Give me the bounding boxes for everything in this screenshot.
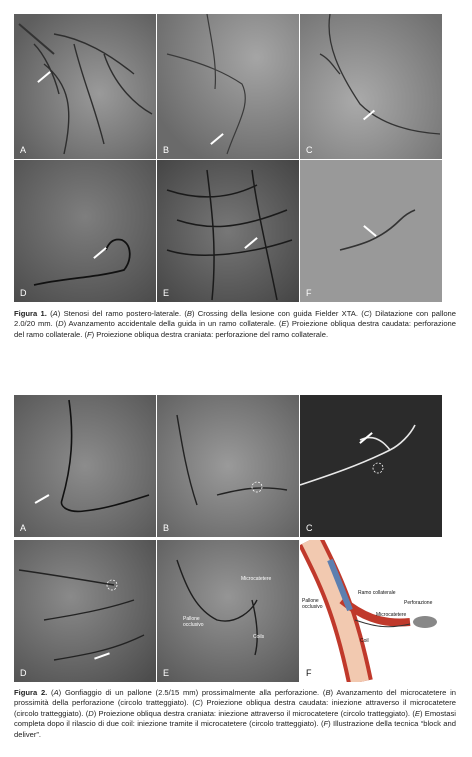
caption-fragment: (	[46, 309, 53, 318]
caption-text	[14, 688, 456, 739]
panel-label: D	[20, 288, 27, 298]
caption-fragment: D	[88, 708, 94, 718]
caption-fragment: F	[323, 719, 329, 729]
label-pallone: Pallone occlusivo	[302, 598, 323, 610]
label-microcatetere: Microcatetere	[376, 612, 407, 618]
caption-fragment: A	[53, 688, 59, 697]
caption-fragment: ) Stenosi del ramo postero-laterale. (	[57, 309, 187, 318]
caption-fragment: E	[414, 708, 420, 718]
fig2-panel-a	[14, 395, 156, 537]
caption-fragment: ) Emostasi completa dopo il rilascio di due coil: iniezione tramite il microcatetere (circolo tratteggiato). (	[14, 708, 456, 729]
panel-label: C	[306, 145, 313, 155]
caption-fragment: ) Dilatazione con pallone 2.0/20 mm. (	[14, 309, 457, 329]
caption-label: Figura 2.	[14, 688, 48, 697]
fig1-panel-a	[14, 14, 156, 159]
caption-fragment: F	[87, 329, 92, 339]
angiogram-image	[300, 395, 442, 537]
panel-label: C	[306, 523, 313, 533]
angiogram-image	[157, 540, 299, 682]
panel-label: B	[163, 523, 170, 533]
caption-fragment: ) Proiezione obliqua destra caudata: perforazione del ramo collaterale. (	[14, 319, 456, 339]
panel-label: B	[163, 145, 170, 155]
angiogram-image	[157, 160, 299, 302]
angiogram-image	[14, 540, 156, 682]
angiogram-image	[157, 14, 299, 159]
caption-fragment: ) Crossing della lesione con guida Fielder XTA. (	[191, 309, 364, 318]
label-coil: Coil	[360, 638, 369, 644]
caption-fragment: B	[325, 688, 331, 697]
panel-label: F	[306, 288, 312, 298]
angiogram-image	[14, 14, 156, 159]
angiogram-image	[300, 14, 442, 159]
caption-label: Figura 1.	[14, 309, 47, 318]
caption-fragment: C	[363, 309, 370, 318]
angiogram-image	[14, 395, 156, 537]
figure-1-caption	[14, 309, 456, 340]
caption-fragment: ) Proiezione obliqua destra craniata: perforazione del ramo collaterale.	[91, 329, 329, 339]
label-perforazione: Perforazione	[404, 600, 433, 606]
panel-label: E	[163, 288, 170, 298]
caption-fragment: C	[194, 698, 201, 708]
caption-fragment: (	[47, 688, 54, 697]
panel-label: A	[20, 523, 27, 533]
fig1-panel-f	[300, 160, 442, 302]
fig2-panel-e	[157, 540, 299, 682]
caption-text	[14, 309, 456, 339]
fig2-panel-f	[300, 540, 442, 682]
caption-fragment: ) Avanzamento del microcatetere in prossimità della perforazione (circolo tratteggiato). (	[14, 688, 456, 708]
fig1-panel-d	[14, 160, 156, 302]
fig1-panel-b	[157, 14, 299, 159]
caption-fragment: D	[58, 319, 64, 329]
caption-fragment: A	[52, 309, 58, 318]
illustration	[300, 540, 442, 682]
fig2-panel-c	[300, 395, 442, 537]
caption-fragment: ) Proiezione obliqua destra caudata: iniezione attraverso il microcatetere (circolo tratteggiato). (	[14, 698, 456, 718]
label-pallone: Pallone occlusivo	[183, 616, 204, 628]
panel-label: E	[163, 668, 170, 678]
caption-fragment: ) Avanzamento accidentale della guida in un ramo collaterale. (	[63, 319, 282, 329]
panel-label: F	[306, 668, 312, 678]
caption-fragment: ) Gonfiaggio di un pallone (2.5/15 mm) prossimalmente alla perforazione. (	[58, 688, 326, 697]
label-ramo-collaterale: Ramo collaterale	[358, 590, 396, 596]
caption-fragment: ) Proiezione obliqua destra craniata: iniezione attraverso il microcatetere (circolo tratteggiato). (	[93, 708, 415, 718]
fig2-panel-d	[14, 540, 156, 682]
caption-fragment: ) Illustrazione della tecnica “block and deliver”.	[14, 719, 456, 739]
fig2-panel-b	[157, 395, 299, 537]
fig1-panel-e	[157, 160, 299, 302]
label-coils: Coils	[253, 634, 265, 640]
figure-2-caption	[14, 688, 456, 740]
label-microcatetere: Microcatetere	[241, 576, 272, 582]
angiogram-image	[157, 395, 299, 537]
angiogram-image	[14, 160, 156, 302]
caption-fragment: B	[186, 309, 192, 318]
fig1-panel-c	[300, 14, 442, 159]
panel-label: A	[20, 145, 27, 155]
panel-label: D	[20, 668, 27, 678]
caption-fragment: E	[281, 319, 287, 329]
